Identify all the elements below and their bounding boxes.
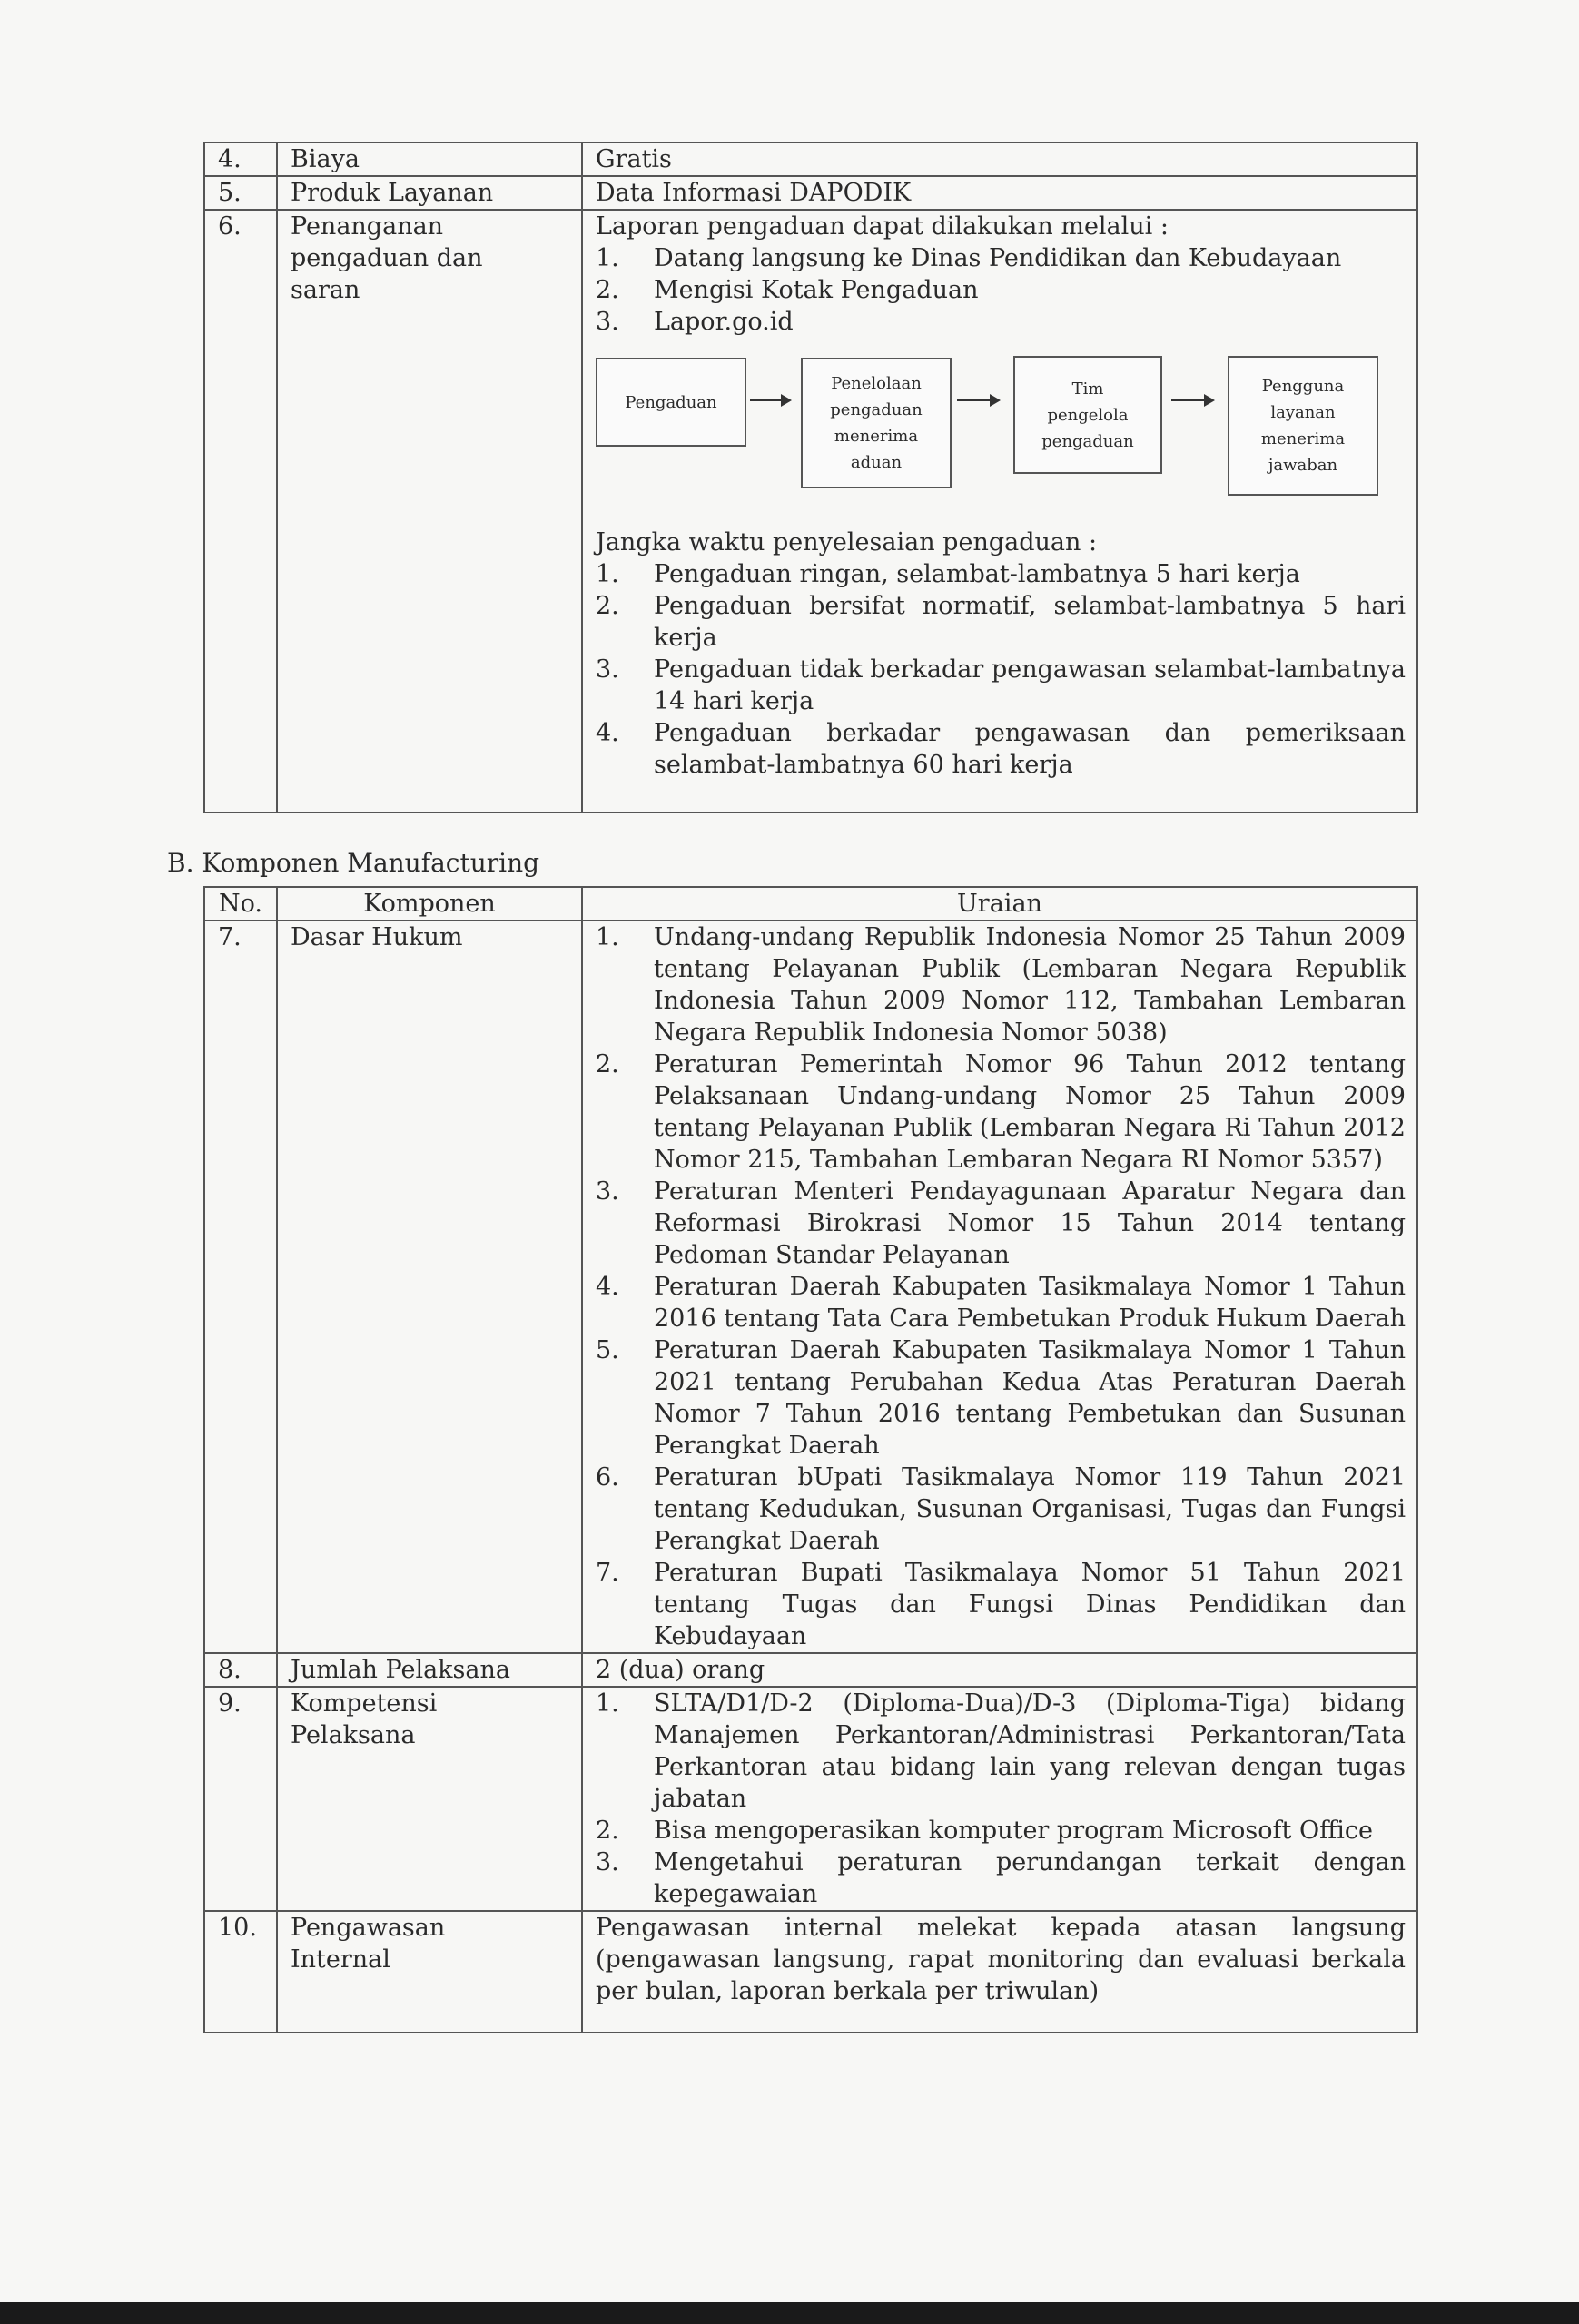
component-name: Kompetensi Pelaksana	[277, 1687, 582, 1911]
component-description: Data Informasi DAPODIK	[582, 176, 1417, 210]
complaint-channel-list	[596, 242, 1416, 338]
list-item: 3. Pengaduan tidak berkadar pengawasan selambat-lambatnya 14 hari kerja	[596, 655, 1406, 715]
deadline-list	[596, 558, 1416, 781]
list-item: 1. Datang langsung ke Dinas Pendidikan dan Kebudayaan	[596, 244, 1342, 272]
list-item: 2. Mengisi Kotak Pengaduan	[596, 276, 979, 304]
flow-box-penelolaan: Penelolaan pengaduan menerima aduan	[801, 358, 952, 488]
table-row	[204, 1653, 1417, 1687]
service-standard-table-top	[203, 142, 1418, 813]
scan-edge-bar	[0, 2302, 1579, 2324]
list-item: 3. Peraturan Menteri Pendayagunaan Aparatur Negara dan Reformasi Birokrasi Nomor 15 Tahun 2014 tentang Pedoman Standar Pelayanan	[596, 1177, 1406, 1269]
flow-box-pengaduan: Pengaduan	[596, 358, 746, 447]
flow-box-pengguna-layanan: Pengguna layanan menerima jawaban	[1228, 356, 1378, 496]
header-no: No.	[204, 887, 277, 921]
deadline-intro: Jangka waktu penyelesaian pengaduan :	[596, 528, 1098, 556]
complaint-handling-description	[582, 210, 1417, 812]
competency-list	[596, 1688, 1416, 1910]
legal-basis-list-cell	[582, 921, 1417, 1653]
list-item: 7. Peraturan Bupati Tasikmalaya Nomor 51 Tahun 2021 tentang Tugas dan Fungsi Dinas Pendidikan dan Kebudayaan	[596, 1559, 1406, 1650]
list-item: 3. Mengetahui peraturan perundangan terkait dengan kepegawaian	[596, 1848, 1406, 1908]
list-item: 2. Bisa mengoperasikan komputer program Microsoft Office	[596, 1817, 1373, 1845]
list-item: 6. Peraturan bUpati Tasikmalaya Nomor 119 Tahun 2021 tentang Kedudukan, Susunan Organisasi, Tugas dan Fungsi Perangkat Daerah	[596, 1463, 1406, 1555]
row-number: 9.	[204, 1687, 277, 1911]
list-item: 4. Pengaduan berkadar pengawasan dan pemeriksaan selambat-lambatnya 60 hari kerja	[596, 719, 1406, 779]
flow-arrow-icon	[957, 399, 999, 401]
complaint-flow-diagram	[596, 352, 1416, 516]
table-header-row	[204, 887, 1417, 921]
flow-box-tim-pengelola: Tim pengelola pengaduan	[1013, 356, 1162, 474]
component-name: Produk Layanan	[277, 176, 582, 210]
list-item: 5. Peraturan Daerah Kabupaten Tasikmalaya Nomor 1 Tahun 2021 tentang Perubahan Kedua Atas Peraturan Daerah Nomor 7 Tahun 2016 tentang Pembetukan dan Susunan Perangkat Daerah	[596, 1336, 1406, 1460]
component-name: Jumlah Pelaksana	[277, 1653, 582, 1687]
component-name: Biaya	[277, 143, 582, 176]
table-row	[204, 176, 1417, 210]
list-item: 1. Pengaduan ringan, selambat-lambatnya 5 hari kerja	[596, 560, 1300, 588]
competency-list-cell	[582, 1687, 1417, 1911]
legal-basis-list	[596, 921, 1416, 1652]
table-row	[204, 1687, 1417, 1911]
internal-supervision-text: Pengawasan internal melekat kepada atasan langsung (pengawasan langsung, rapat monitoring dan evaluasi berkala per bulan, laporan berkala per triwulan)	[596, 1914, 1406, 2005]
list-item: 3. Lapor.go.id	[596, 308, 794, 336]
complaint-intro: Laporan pengaduan dapat dilakukan melalui :	[596, 212, 1169, 241]
component-name: Penanganan pengaduan dan saran	[277, 210, 582, 812]
component-description	[582, 1911, 1417, 2033]
component-description: 2 (dua) orang	[582, 1653, 1417, 1687]
list-item: 2. Peraturan Pemerintah Nomor 96 Tahun 2012 tentang Pelaksanaan Undang-undang Nomor 25 Tahun 2009 tentang Pelayanan Publik (Lembaran Negara Ri Tahun 2012 Nomor 215, Tambahan Lembaran Negara RI Nomor 5357)	[596, 1050, 1406, 1174]
flow-arrow-icon	[750, 399, 790, 401]
header-uraian: Uraian	[582, 887, 1417, 921]
row-number: 8.	[204, 1653, 277, 1687]
row-number: 5.	[204, 176, 277, 210]
list-item: 2. Pengaduan bersifat normatif, selambat-lambatnya 5 hari kerja	[596, 592, 1406, 652]
table-row	[204, 921, 1417, 1653]
table-row	[204, 210, 1417, 812]
list-item: 1. SLTA/D1/D-2 (Diploma-Dua)/D-3 (Diploma-Tiga) bidang Manajemen Perkantoran/Administrasi Perkantoran/Tata Perkantoran atau bidang lain yang relevan dengan tugas jabatan	[596, 1689, 1406, 1813]
row-number: 4.	[204, 143, 277, 176]
component-name: Dasar Hukum	[277, 921, 582, 1653]
header-komponen: Komponen	[277, 887, 582, 921]
manufacturing-component-table	[203, 886, 1418, 2034]
list-item: 1. Undang-undang Republik Indonesia Nomor 25 Tahun 2009 tentang Pelayanan Publik (Lembaran Negara Republik Indonesia Tahun 2009 Nomor 112, Tambahan Lembaran Negara Republik Indonesia Nomor 5038)	[596, 923, 1406, 1047]
table-row	[204, 143, 1417, 176]
row-number: 6.	[204, 210, 277, 812]
component-name: Pengawasan Internal	[277, 1911, 582, 2033]
component-description: Gratis	[582, 143, 1417, 176]
row-number: 10.	[204, 1911, 277, 2033]
table-row	[204, 1911, 1417, 2033]
row-number: 7.	[204, 921, 277, 1653]
section-title: B. Komponen Manufacturing	[167, 848, 540, 878]
list-item: 4. Peraturan Daerah Kabupaten Tasikmalaya Nomor 1 Tahun 2016 tentang Tata Cara Pembetukan Produk Hukum Daerah	[596, 1273, 1406, 1333]
flow-arrow-icon	[1171, 399, 1213, 401]
